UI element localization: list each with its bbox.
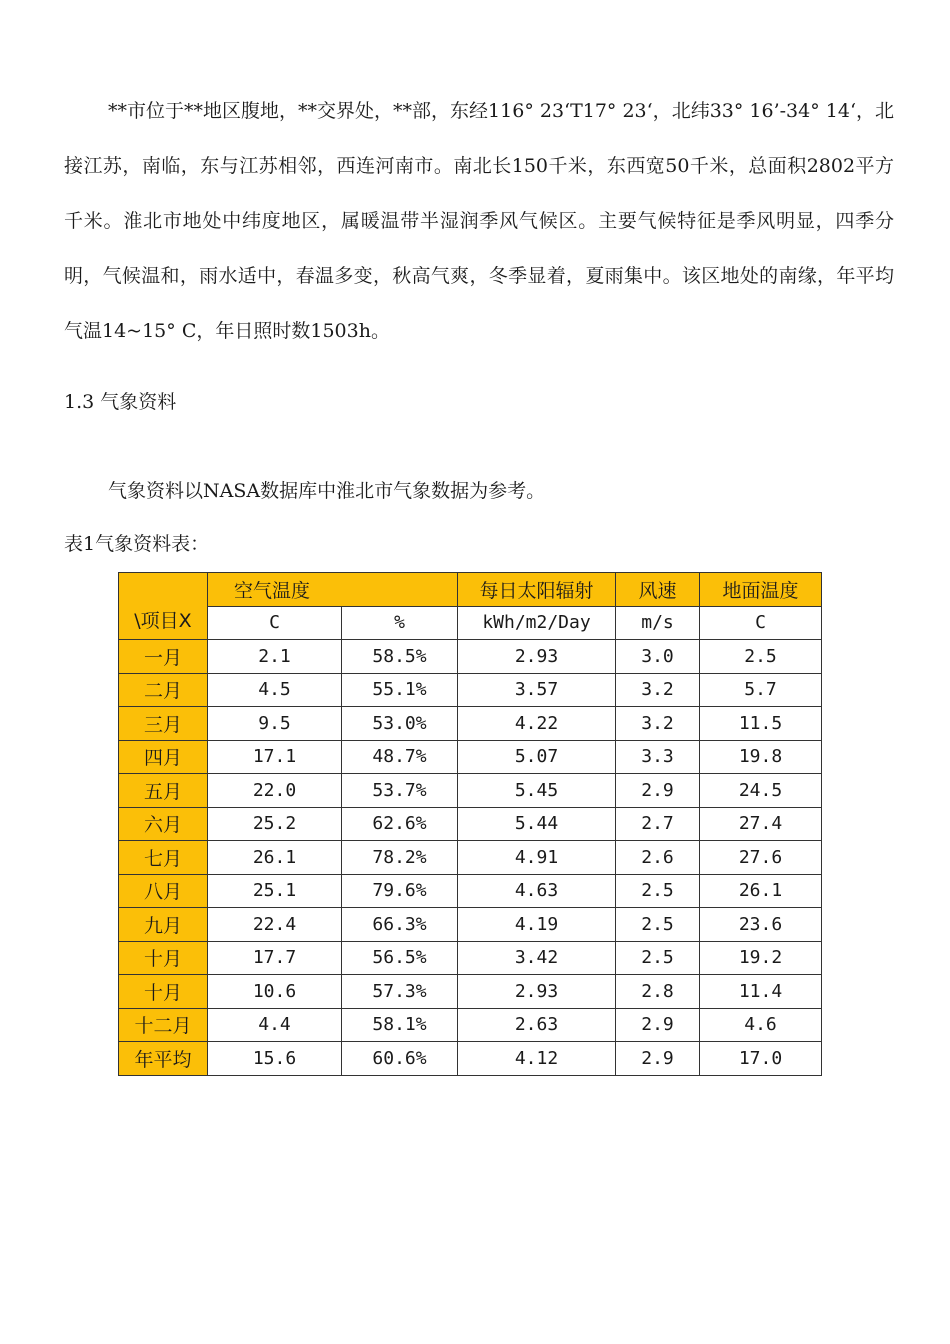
- data-cell: 2.7: [616, 807, 700, 841]
- data-cell: 2.5: [700, 640, 822, 674]
- data-cell: 11.5: [700, 707, 822, 741]
- month-label: 十二月: [119, 1008, 208, 1042]
- data-cell: 17.0: [700, 1042, 822, 1076]
- data-cell: 48.7%: [342, 740, 458, 774]
- unit-cell: m/s: [616, 606, 700, 640]
- data-cell: 27.4: [700, 807, 822, 841]
- data-cell: 56.5%: [342, 941, 458, 975]
- header-wind-speed: 风速: [616, 573, 700, 607]
- section-heading: 1.3 气象资料: [64, 391, 177, 413]
- data-cell: 24.5: [700, 774, 822, 808]
- data-cell: 2.5: [616, 941, 700, 975]
- data-cell: 2.8: [616, 975, 700, 1009]
- month-label: 二月: [119, 673, 208, 707]
- data-cell: 22.4: [208, 908, 342, 942]
- data-cell: 2.63: [458, 1008, 616, 1042]
- month-label: 四月: [119, 740, 208, 774]
- data-cell: 79.6%: [342, 874, 458, 908]
- month-label: 一月: [119, 640, 208, 674]
- data-cell: 17.1: [208, 740, 342, 774]
- data-cell: 4.12: [458, 1042, 616, 1076]
- header-ground-temp: 地面温度: [700, 573, 822, 607]
- data-cell: 55.1%: [342, 673, 458, 707]
- table-row: [119, 707, 822, 741]
- table-row: [119, 1008, 822, 1042]
- table-row: [119, 640, 822, 674]
- data-cell: 10.6: [208, 975, 342, 1009]
- month-label: 三月: [119, 707, 208, 741]
- data-cell: 4.22: [458, 707, 616, 741]
- data-cell: 27.6: [700, 841, 822, 875]
- table-row: [119, 975, 822, 1009]
- data-cell: 4.5: [208, 673, 342, 707]
- unit-cell: C: [700, 606, 822, 640]
- data-cell: 2.5: [616, 874, 700, 908]
- data-cell: 17.7: [208, 941, 342, 975]
- table-row-annual-average: [119, 1042, 822, 1076]
- data-cell: 2.9: [616, 1008, 700, 1042]
- corner-label: \项目X: [134, 610, 192, 632]
- data-cell: 26.1: [700, 874, 822, 908]
- month-label: 六月: [119, 807, 208, 841]
- table-caption: 表1气象资料表：: [64, 533, 210, 555]
- month-label: 八月: [119, 874, 208, 908]
- header-solar-radiation: 每日太阳辐射: [458, 573, 616, 607]
- corner-header: [119, 573, 208, 640]
- table-row: [119, 941, 822, 975]
- data-cell: 19.2: [700, 941, 822, 975]
- data-cell: 53.7%: [342, 774, 458, 808]
- data-cell: 23.6: [700, 908, 822, 942]
- data-cell: 57.3%: [342, 975, 458, 1009]
- data-cell: 5.45: [458, 774, 616, 808]
- month-label: 十月: [119, 941, 208, 975]
- data-cell: 4.6: [700, 1008, 822, 1042]
- data-cell: 58.1%: [342, 1008, 458, 1042]
- data-cell: 2.93: [458, 975, 616, 1009]
- data-cell: 5.07: [458, 740, 616, 774]
- data-cell: 25.1: [208, 874, 342, 908]
- data-cell: 11.4: [700, 975, 822, 1009]
- source-note: 气象资料以NASA数据库中淮北市气象数据为参考。: [108, 480, 546, 502]
- data-cell: 5.7: [700, 673, 822, 707]
- data-cell: 5.44: [458, 807, 616, 841]
- data-cell: 2.93: [458, 640, 616, 674]
- table-row: [119, 673, 822, 707]
- data-cell: 78.2%: [342, 841, 458, 875]
- data-cell: 4.4: [208, 1008, 342, 1042]
- table-row: [119, 841, 822, 875]
- month-label: 十月: [119, 975, 208, 1009]
- data-cell: 4.91: [458, 841, 616, 875]
- data-cell: 2.6: [616, 841, 700, 875]
- weather-table: [118, 572, 822, 1076]
- table-row: [119, 807, 822, 841]
- data-cell: 26.1: [208, 841, 342, 875]
- data-cell: 25.2: [208, 807, 342, 841]
- data-cell: 66.3%: [342, 908, 458, 942]
- intro-paragraph: **市位于**地区腹地，**交界处，**部，东经116° 23‘T17° 23‘，北纬33° 16’-34° 14‘，北接江苏，南临，东与江苏相邻，西连河南市。南北长150千米，东西宽50千米，总面积2802平方千米。淮北市地处中纬度地区，属暖温带半湿润季风气候区。主要气候特征是季风明显，四季分明，气候温和，雨水适中，春温多变，秋高气爽，冬季显着，夏雨集中。该区地处的南缘，年平均气温14~15° C，年日照时数1503h。: [64, 100, 894, 342]
- data-cell: 15.6: [208, 1042, 342, 1076]
- data-cell: 2.1: [208, 640, 342, 674]
- data-cell: 58.5%: [342, 640, 458, 674]
- data-cell: 2.5: [616, 908, 700, 942]
- unit-cell: kWh/m2/Day: [458, 606, 616, 640]
- data-cell: 2.9: [616, 774, 700, 808]
- data-cell: 3.0: [616, 640, 700, 674]
- month-label: 七月: [119, 841, 208, 875]
- month-label: 年平均: [119, 1042, 208, 1076]
- data-cell: 3.42: [458, 941, 616, 975]
- header-row: [119, 573, 822, 607]
- units-row: [119, 606, 822, 640]
- data-cell: 3.2: [616, 673, 700, 707]
- data-cell: 4.19: [458, 908, 616, 942]
- data-cell: 9.5: [208, 707, 342, 741]
- data-cell: 3.3: [616, 740, 700, 774]
- data-cell: 4.63: [458, 874, 616, 908]
- data-cell: 53.0%: [342, 707, 458, 741]
- data-cell: 2.9: [616, 1042, 700, 1076]
- table-row: [119, 908, 822, 942]
- data-cell: 3.57: [458, 673, 616, 707]
- unit-cell: %: [342, 606, 458, 640]
- table-row: [119, 874, 822, 908]
- data-cell: 3.2: [616, 707, 700, 741]
- data-cell: 60.6%: [342, 1042, 458, 1076]
- data-cell: 62.6%: [342, 807, 458, 841]
- unit-cell: C: [208, 606, 342, 640]
- month-label: 九月: [119, 908, 208, 942]
- header-air-temp: 空气温度: [208, 573, 458, 607]
- data-cell: 19.8: [700, 740, 822, 774]
- table-row: [119, 774, 822, 808]
- data-cell: 22.0: [208, 774, 342, 808]
- month-label: 五月: [119, 774, 208, 808]
- table-row: [119, 740, 822, 774]
